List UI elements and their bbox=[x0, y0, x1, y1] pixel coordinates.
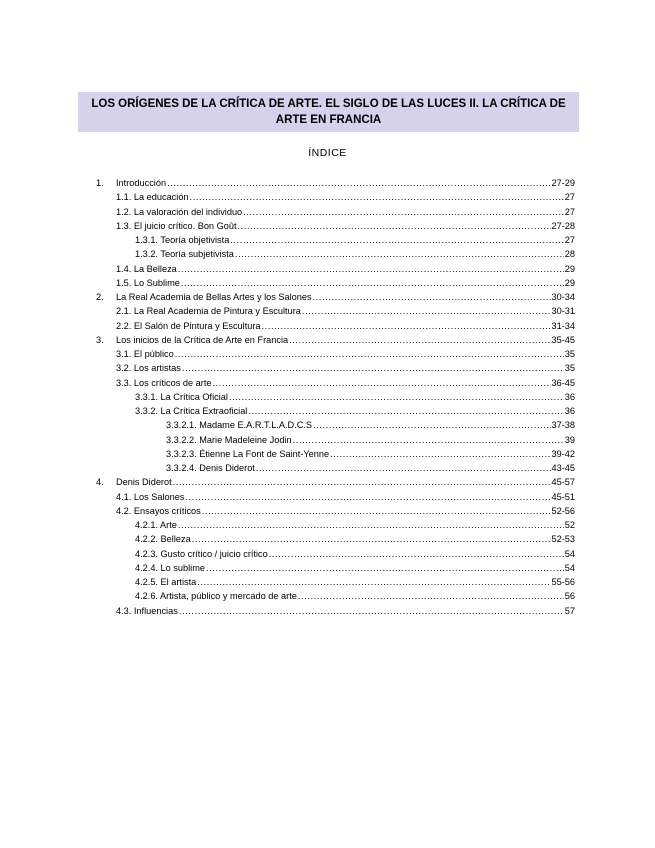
toc-dot-leader bbox=[243, 205, 564, 219]
toc-entry bbox=[116, 219, 575, 233]
toc-entry-page: 55-56 bbox=[551, 577, 575, 587]
index-heading: ÍNDICE bbox=[308, 147, 347, 159]
toc-entry-title: 1.3.2. Teoría subjetivista bbox=[135, 249, 234, 259]
toc-dot-leader bbox=[167, 176, 550, 190]
toc-entry-page: 35 bbox=[564, 363, 575, 373]
toc-dot-leader bbox=[197, 575, 550, 589]
toc-dot-leader bbox=[330, 447, 550, 461]
toc-entry bbox=[135, 518, 575, 532]
toc-entry-page: 30-34 bbox=[551, 292, 575, 302]
toc-entry-title: 1.2. La valoración del individuo bbox=[116, 207, 243, 217]
toc-entry bbox=[135, 589, 575, 603]
toc-entry bbox=[166, 433, 575, 447]
toc-entry-page: 57 bbox=[564, 606, 575, 616]
toc-dot-leader bbox=[178, 518, 564, 532]
toc-dot-leader bbox=[173, 475, 551, 489]
toc-dot-leader bbox=[289, 333, 550, 347]
toc-entry-title: 4.2.2. Belleza bbox=[135, 534, 191, 544]
toc-dot-leader bbox=[190, 190, 564, 204]
toc-entry-page: 54 bbox=[564, 563, 575, 573]
toc-entry-title: 1.3.1. Teoría objetivista bbox=[135, 235, 230, 245]
toc-entry-page: 39 bbox=[564, 435, 575, 445]
toc-entry-title: 2.1. La Real Academia de Pintura y Escultura bbox=[116, 306, 301, 316]
toc-dot-leader bbox=[213, 376, 551, 390]
toc-entry-page: 27 bbox=[564, 207, 575, 217]
toc-entry-page: 36 bbox=[564, 392, 575, 402]
toc-entry-page: 45-51 bbox=[551, 492, 575, 502]
toc-entry-title: 3.3. Los críticos de arte bbox=[116, 378, 212, 388]
toc-dot-leader bbox=[269, 547, 564, 561]
toc-entry-title: 1.1. La educación bbox=[116, 192, 189, 202]
toc-entry bbox=[96, 333, 575, 347]
toc-entry-page: 29 bbox=[564, 264, 575, 274]
toc-dot-leader bbox=[182, 361, 564, 375]
toc-dot-leader bbox=[175, 347, 564, 361]
toc-entry bbox=[135, 561, 575, 575]
toc-entry bbox=[135, 390, 575, 404]
toc-dot-leader bbox=[256, 461, 551, 475]
toc-dot-leader bbox=[298, 589, 564, 603]
toc-entry-title: 4.1. Los Salones bbox=[116, 492, 185, 502]
toc-dot-leader bbox=[230, 233, 563, 247]
toc-entry-page: 30-31 bbox=[551, 306, 575, 316]
toc-dot-leader bbox=[185, 490, 550, 504]
toc-entry bbox=[135, 233, 575, 247]
toc-entry-page: 43-45 bbox=[551, 463, 575, 473]
toc-entry-page: 45-57 bbox=[551, 477, 575, 487]
toc-entry-page: 27 bbox=[564, 192, 575, 202]
toc-entry-page: 28 bbox=[564, 249, 575, 259]
toc-entry bbox=[135, 247, 575, 261]
toc-entry-title: 1.5. Lo Sublime bbox=[116, 278, 180, 288]
toc-entry-page: 36-45 bbox=[551, 378, 575, 388]
toc-entry bbox=[116, 490, 575, 504]
toc-entry bbox=[116, 205, 575, 219]
toc-entry-page: 39-42 bbox=[551, 449, 575, 459]
toc-dot-leader bbox=[302, 304, 551, 318]
toc-dot-leader bbox=[235, 247, 564, 261]
toc-dot-leader bbox=[238, 219, 551, 233]
toc-entry-title: 1.3. El juicio crítico. Bon Goût bbox=[116, 221, 237, 231]
toc-entry-page: 54 bbox=[564, 549, 575, 559]
toc-entry bbox=[116, 604, 575, 618]
toc-dot-leader bbox=[202, 504, 551, 518]
toc-entry bbox=[166, 447, 575, 461]
toc-dot-leader bbox=[313, 290, 551, 304]
toc-entry bbox=[166, 418, 575, 432]
toc-entry bbox=[96, 290, 575, 304]
toc-entry-title: 3.1. El público bbox=[116, 349, 174, 359]
toc-entry-page: 52 bbox=[564, 520, 575, 530]
toc-entry-page: 27 bbox=[564, 235, 575, 245]
toc-dot-leader bbox=[313, 418, 550, 432]
toc-entry-page: 37-38 bbox=[551, 420, 575, 430]
toc-entry-number: 2. bbox=[96, 292, 104, 302]
toc-entry-title: 4.2.5. El artista bbox=[135, 577, 197, 587]
toc-entry-title: Introducción bbox=[116, 178, 167, 188]
toc-entry-page: 36 bbox=[564, 406, 575, 416]
toc-entry bbox=[96, 176, 575, 190]
toc-entry bbox=[116, 304, 575, 318]
toc-entry-title: 4.3. Influencias bbox=[116, 606, 178, 616]
toc-entry-page: 31-34 bbox=[551, 321, 575, 331]
toc-entry-title: 3.3.2.3. Étienne La Font de Saint-Yenne bbox=[166, 449, 330, 459]
toc-entry-page: 52-53 bbox=[551, 534, 575, 544]
toc-entry-page: 52-56 bbox=[551, 506, 575, 516]
toc-entry-title: 1.4. La Belleza bbox=[116, 264, 177, 274]
toc-entry-page: 56 bbox=[564, 591, 575, 601]
toc-dot-leader bbox=[262, 319, 551, 333]
toc-entry-title: 3.2. Los artistas bbox=[116, 363, 181, 373]
toc-entry-page: 35 bbox=[564, 349, 575, 359]
toc-dot-leader bbox=[181, 276, 564, 290]
toc-entry-title: 3.3.1. La Crítica Oficial bbox=[135, 392, 228, 402]
toc-entry bbox=[116, 276, 575, 290]
toc-entry-page: 35-45 bbox=[551, 335, 575, 345]
toc-entry-number: 1. bbox=[96, 178, 104, 188]
toc-dot-leader bbox=[248, 404, 563, 418]
toc-entry bbox=[116, 504, 575, 518]
toc-entry-page: 27-29 bbox=[551, 178, 575, 188]
toc-entry bbox=[116, 376, 575, 390]
toc-entry bbox=[116, 347, 575, 361]
toc-dot-leader bbox=[206, 561, 564, 575]
toc-entry-title: 4.2. Ensayos críticos bbox=[116, 506, 201, 516]
toc-entry-title: 2.2. El Salón de Pintura y Escultura bbox=[116, 321, 261, 331]
toc-entry-title: Los inicios de la Crítica de Arte en Francia bbox=[116, 335, 289, 345]
toc-entry-title: La Real Academia de Bellas Artes y los Salones bbox=[116, 292, 312, 302]
toc-dot-leader bbox=[293, 433, 564, 447]
toc-entry bbox=[135, 532, 575, 546]
toc-entry bbox=[116, 361, 575, 375]
toc-dot-leader bbox=[179, 604, 564, 618]
toc-entry bbox=[116, 319, 575, 333]
toc-entry-title: 3.3.2. La Crítica Extraoficial bbox=[135, 406, 248, 416]
document-title-box bbox=[78, 92, 579, 132]
toc-entry bbox=[135, 575, 575, 589]
toc-entry bbox=[166, 461, 575, 475]
toc-dot-leader bbox=[178, 262, 564, 276]
toc-entry-title: 4.2.6. Artista, público y mercado de arte bbox=[135, 591, 297, 601]
toc-dot-leader bbox=[229, 390, 564, 404]
toc-entry bbox=[135, 404, 575, 418]
toc-entry bbox=[116, 262, 575, 276]
toc-entry-title: 4.2.1. Arte bbox=[135, 520, 177, 530]
toc-entry-title: 3.3.2.4. Denis Diderot bbox=[166, 463, 255, 473]
toc-entry-title: Denis Diderot bbox=[116, 477, 172, 487]
toc-entry-title: 4.2.4. Lo sublime bbox=[135, 563, 205, 573]
toc-entry bbox=[116, 190, 575, 204]
toc-entry-title: 4.2.3. Gusto crítico / juicio crítico bbox=[135, 549, 268, 559]
toc-entry-page: 27-28 bbox=[551, 221, 575, 231]
toc-dot-leader bbox=[192, 532, 551, 546]
toc-entry-title: 3.3.2.2. Marie Madeleine Jodin bbox=[166, 435, 292, 445]
toc-entry-title: 3.3.2.1. Madame E.A.R.T.L.A.D.C.S bbox=[166, 420, 313, 430]
toc-entry bbox=[96, 475, 575, 489]
document-title: LOS ORÍGENES DE LA CRÍTICA DE ARTE. EL SIGLO DE LAS LUCES II. LA CRÍTICA DE ARTE EN FRANCIA bbox=[91, 98, 566, 126]
toc-entry bbox=[135, 547, 575, 561]
toc-entry-page: 29 bbox=[564, 278, 575, 288]
toc-entry-number: 4. bbox=[96, 477, 104, 487]
toc-entry-number: 3. bbox=[96, 335, 104, 345]
